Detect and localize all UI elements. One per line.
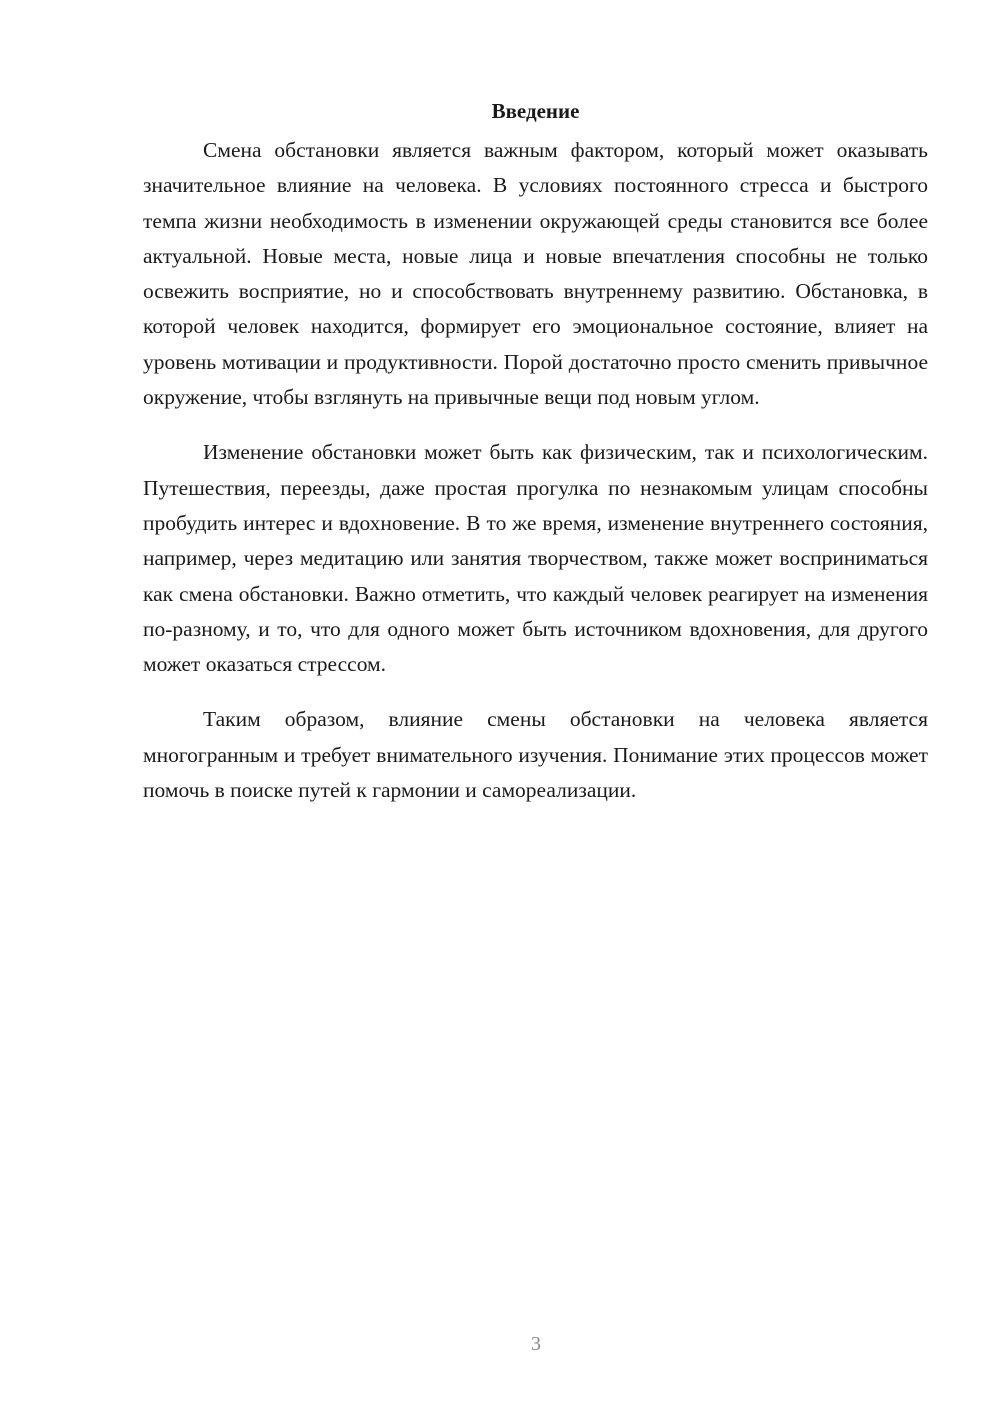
paragraph-2: Изменение обстановки может быть как физическим, так и психологическим. Путешествия, переезды, даже простая прогулка по незнакомым улицам способны пробудить интерес и вдохновение. В то же время, изменение внутреннего состояния, например, через медитацию или занятия творчеством, также может восприниматься как смена обстановки. Важно отметить, что каждый человек реагирует на изменения по-разному, и то, что для одного может быть источником вдохновения, для другого может оказаться стрессом. <box>143 440 928 677</box>
paragraph-3: Таким образом, влияние смены обстановки на человека является многогранным и требует внимательного изучения. Понимание этих процессов может помочь в поиске путей к гармонии и самореализации. <box>143 707 928 803</box>
page-content <box>143 94 928 828</box>
page-number: 3 <box>531 1333 541 1355</box>
section-heading: Введение <box>491 99 580 123</box>
paragraph-1: Смена обстановки является важным фактором, который может оказывать значительное влияние на человека. В условиях постоянного стресса и быстрого темпа жизни необходимость в изменении окружающей среды становится все более актуальной. Новые места, новые лица и новые впечатления способны не только освежить восприятие, но и способствовать внутреннему развитию. Обстановка, в которой человек находится, формирует его эмоциональное состояние, влияет на уровень мотивации и продуктивности. Порой достаточно просто сменить привычное окружение, чтобы взглянуть на привычные вещи под новым углом. <box>143 138 928 410</box>
